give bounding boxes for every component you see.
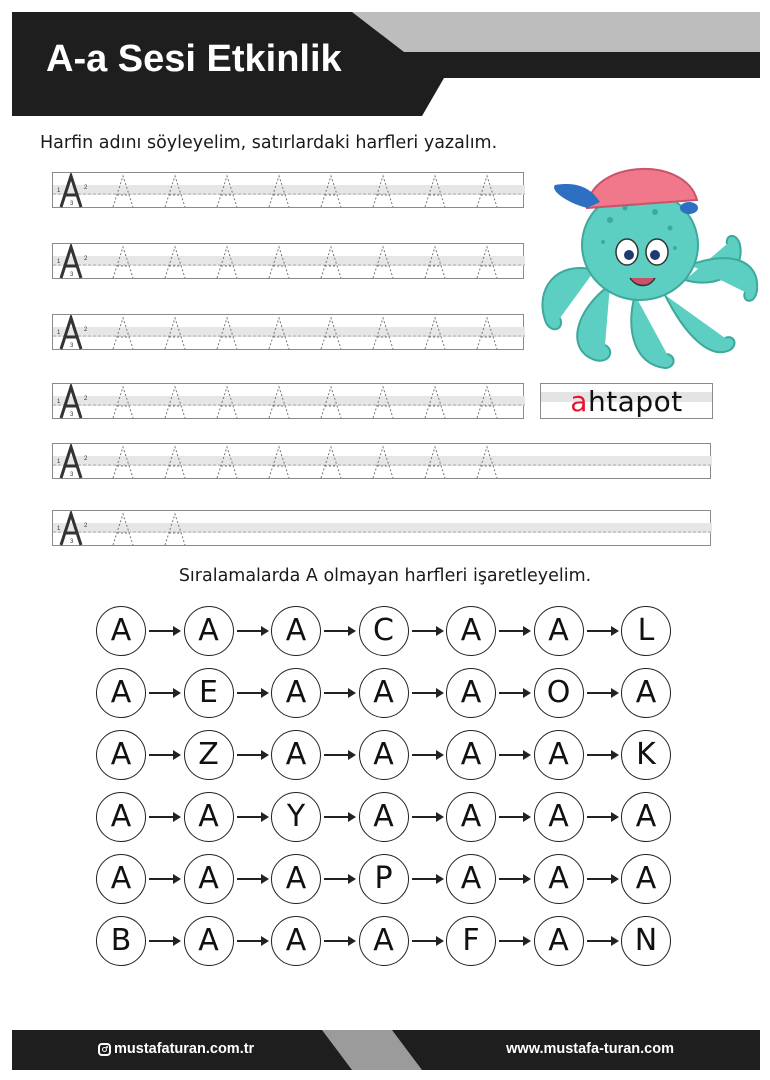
arrow-right-icon xyxy=(237,692,267,694)
header-gray-band xyxy=(350,12,760,54)
letter-circle[interactable]: O xyxy=(534,668,584,718)
arrow-right-icon xyxy=(412,754,442,756)
letter-circle[interactable]: F xyxy=(446,916,496,966)
letter-circle[interactable]: Y xyxy=(271,792,321,842)
letter-circle[interactable]: A xyxy=(359,916,409,966)
tracing-row[interactable] xyxy=(52,383,524,419)
arrow-right-icon xyxy=(237,940,267,942)
page-title: A-a Sesi Etkinlik xyxy=(46,38,342,80)
letter-circle[interactable]: A xyxy=(446,792,496,842)
letter-circle[interactable]: A xyxy=(96,730,146,780)
arrow-right-icon xyxy=(324,692,354,694)
arrow-right-icon xyxy=(149,940,179,942)
arrow-right-icon xyxy=(412,878,442,880)
word-card-text xyxy=(541,386,712,418)
letter-circle[interactable]: A xyxy=(534,854,584,904)
stroke-number: 2 xyxy=(84,256,88,262)
stroke-number: 3 xyxy=(70,472,74,478)
stroke-number: 1 xyxy=(57,330,61,336)
footer-instagram[interactable] xyxy=(98,1041,254,1057)
arrow-right-icon xyxy=(587,878,617,880)
arrow-right-icon xyxy=(587,940,617,942)
marking-instruction: Sıralamalarda A olmayan harfleri işaretleyelim. xyxy=(178,566,592,586)
stroke-number: 1 xyxy=(57,526,61,532)
letter-circle[interactable]: A xyxy=(446,606,496,656)
letter-circle[interactable]: A xyxy=(359,792,409,842)
letter-circle[interactable]: A xyxy=(621,668,671,718)
word-highlight-letter: a xyxy=(570,385,588,418)
arrow-right-icon xyxy=(412,630,442,632)
stroke-number: 3 xyxy=(70,272,74,278)
stroke-number: 2 xyxy=(84,327,88,333)
arrow-right-icon xyxy=(149,692,179,694)
letter-circle[interactable]: N xyxy=(621,916,671,966)
footer-instagram-handle: mustafaturan.com.tr xyxy=(114,1041,255,1057)
word-card xyxy=(540,383,713,419)
arrow-right-icon xyxy=(149,630,179,632)
stroke-number: 1 xyxy=(57,459,61,465)
footer xyxy=(12,1030,760,1070)
arrow-right-icon xyxy=(324,630,354,632)
letter-circle[interactable]: A xyxy=(271,668,321,718)
letter-circle[interactable]: A xyxy=(271,854,321,904)
letter-circle[interactable]: C xyxy=(359,606,409,656)
tracing-row[interactable] xyxy=(52,510,711,546)
arrow-right-icon xyxy=(587,692,617,694)
arrow-right-icon xyxy=(149,816,179,818)
letter-circle[interactable]: A xyxy=(621,792,671,842)
letter-circle[interactable]: A xyxy=(271,730,321,780)
letter-circle[interactable]: L xyxy=(621,606,671,656)
stroke-number: 2 xyxy=(84,456,88,462)
letter-circle[interactable]: A xyxy=(96,854,146,904)
arrow-right-icon xyxy=(499,816,529,818)
letter-circle[interactable]: A xyxy=(534,730,584,780)
stroke-number: 1 xyxy=(57,399,61,405)
letter-circle[interactable]: A xyxy=(534,792,584,842)
letter-circle[interactable]: A xyxy=(359,668,409,718)
letter-circle[interactable]: A xyxy=(534,606,584,656)
arrow-right-icon xyxy=(149,754,179,756)
letter-circle[interactable]: A xyxy=(96,606,146,656)
arrow-right-icon xyxy=(324,816,354,818)
tracing-row-guides xyxy=(53,244,525,280)
stroke-number: 3 xyxy=(70,412,74,418)
arrow-right-icon xyxy=(324,754,354,756)
tracing-row[interactable] xyxy=(52,172,524,208)
arrow-right-icon xyxy=(412,940,442,942)
arrow-right-icon xyxy=(412,692,442,694)
writing-instruction: Harfin adını söyleyelim, satırlardaki harfleri yazalım. xyxy=(40,133,498,153)
arrow-right-icon xyxy=(237,816,267,818)
arrow-right-icon xyxy=(499,630,529,632)
letter-circle[interactable]: E xyxy=(184,668,234,718)
letter-circle[interactable]: K xyxy=(621,730,671,780)
word-rest: htapot xyxy=(587,385,683,418)
letter-circle[interactable]: B xyxy=(96,916,146,966)
letter-circle[interactable]: P xyxy=(359,854,409,904)
letter-circle[interactable]: A xyxy=(96,668,146,718)
arrow-right-icon xyxy=(237,630,267,632)
arrow-right-icon xyxy=(324,940,354,942)
guide-band xyxy=(53,396,525,406)
letter-circle[interactable]: A xyxy=(184,606,234,656)
footer-notch xyxy=(322,1030,422,1070)
arrow-right-icon xyxy=(499,692,529,694)
guide-band xyxy=(53,256,525,266)
arrow-right-icon xyxy=(412,816,442,818)
footer-website[interactable]: www.mustafa-turan.com xyxy=(506,1041,674,1057)
letter-circle[interactable]: A xyxy=(359,730,409,780)
tracing-row-guides xyxy=(53,173,525,209)
letter-circle[interactable]: A xyxy=(621,854,671,904)
guide-band xyxy=(53,327,525,337)
letter-circle[interactable]: A xyxy=(96,792,146,842)
letter-circle[interactable]: A xyxy=(271,916,321,966)
letter-circle[interactable]: A xyxy=(534,916,584,966)
letter-circle[interactable]: A xyxy=(184,854,234,904)
arrow-right-icon xyxy=(237,878,267,880)
stroke-number: 1 xyxy=(57,259,61,265)
arrow-right-icon xyxy=(499,940,529,942)
letter-circle[interactable]: A xyxy=(446,854,496,904)
tracing-row[interactable] xyxy=(52,443,711,479)
letter-circle[interactable]: A xyxy=(446,730,496,780)
arrow-right-icon xyxy=(499,878,529,880)
tracing-row-guides xyxy=(53,511,712,547)
letter-circle[interactable]: A xyxy=(271,606,321,656)
letter-circle[interactable]: A xyxy=(446,668,496,718)
tracing-row-guides xyxy=(53,315,525,351)
tracing-row[interactable] xyxy=(52,314,524,350)
arrow-right-icon xyxy=(324,878,354,880)
stroke-number: 3 xyxy=(70,539,74,545)
guide-band xyxy=(53,185,525,195)
guide-band xyxy=(53,523,712,533)
stroke-number: 2 xyxy=(84,396,88,402)
stroke-number: 3 xyxy=(70,343,74,349)
arrow-right-icon xyxy=(149,878,179,880)
guide-band xyxy=(53,456,712,466)
octopus-icon xyxy=(525,150,770,380)
letter-circle[interactable]: Z xyxy=(184,730,234,780)
tracing-row[interactable] xyxy=(52,243,524,279)
stroke-number: 2 xyxy=(84,523,88,529)
arrow-right-icon xyxy=(587,816,617,818)
arrow-right-icon xyxy=(237,754,267,756)
instagram-icon xyxy=(98,1043,111,1056)
arrow-right-icon xyxy=(587,630,617,632)
arrow-right-icon xyxy=(499,754,529,756)
letter-circle[interactable]: A xyxy=(184,916,234,966)
tracing-row-guides xyxy=(53,384,525,420)
stroke-number: 1 xyxy=(57,188,61,194)
letter-circle[interactable]: A xyxy=(184,792,234,842)
stroke-number: 3 xyxy=(70,201,74,207)
stroke-number: 2 xyxy=(84,185,88,191)
tracing-row-guides xyxy=(53,444,712,480)
arrow-right-icon xyxy=(587,754,617,756)
